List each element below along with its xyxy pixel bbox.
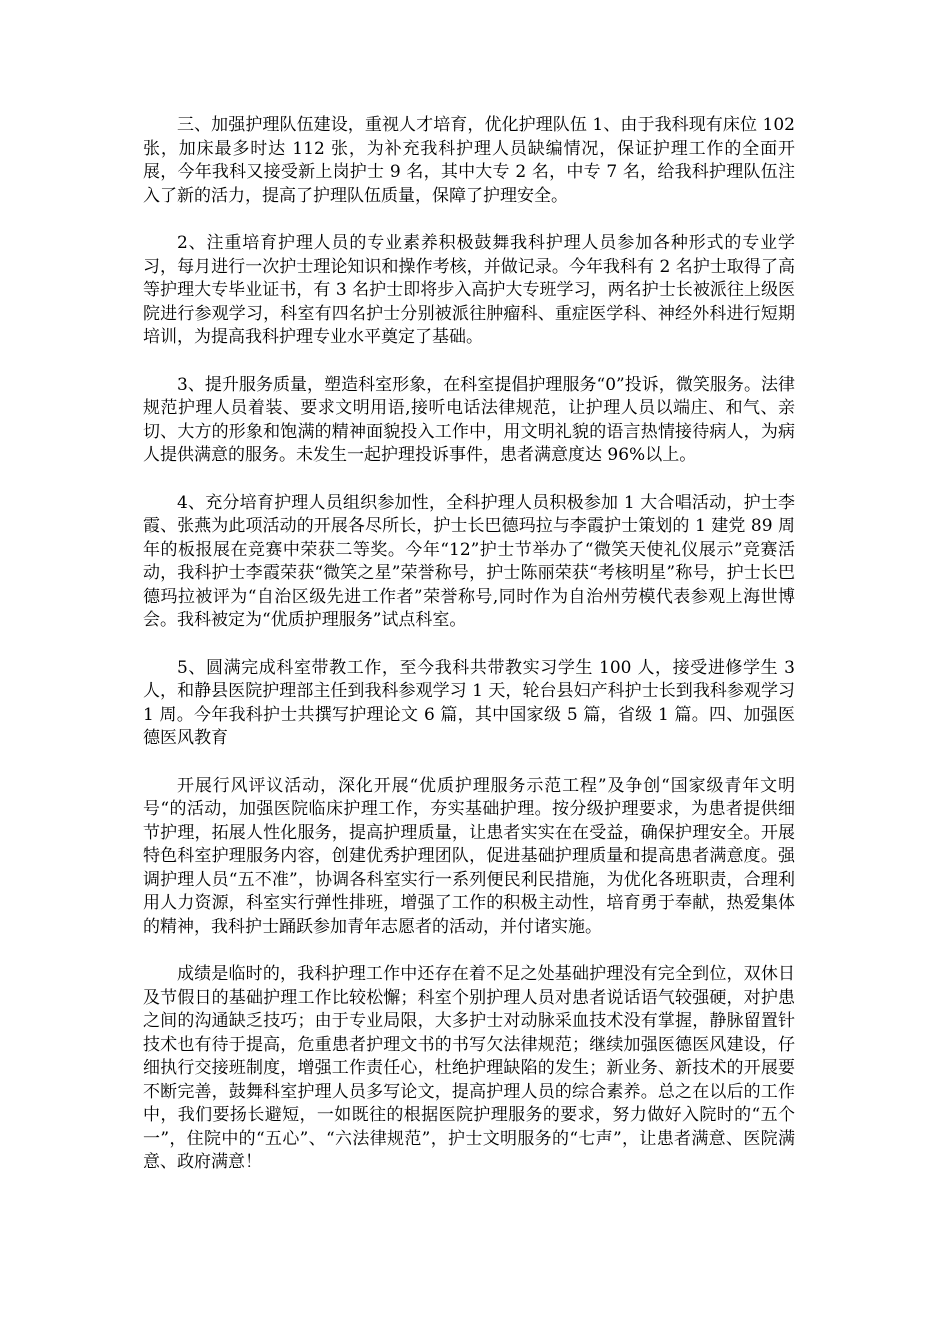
paragraph-teaching-work: 5、圆满完成科室带教工作，至今我科共带教实习学生 100 人，接受进修学生 3 人，和静县医院护理部主任到我科参观学习 1 天，轮台县妇产科护士长到我科参观学习 1 周。今年我科护士共撰写护理论文 6 篇，其中国家级 5 篇，省级 1 篇。四、加强医德医风教育 <box>143 657 795 748</box>
paragraph-conduct-evaluation: 开展行风评议活动，深化开展“优质护理服务示范工程”及争创“国家级青年文明号“的活动，加强医院临床护理工作，夯实基础护理。按分级护理要求，为患者提供细节护理，拓展人性化服务，提高护理质量，让患者实实在在受益，确保护理安全。开展特色科室护理服务内容，创建优秀护理团队，促进基础护理质量和提高患者满意度。强调护理人员“五不准”，协调各科室实行一系列便民利民措施，为优化各班职责，合理利用人力资源，科室实行弹性排班，增强了工作的积极主动性，培育勇于奉献，热爱集体的精神，我科护士踊跃参加青年志愿者的活动，并付诸实施。 <box>143 775 795 937</box>
paragraph-summary: 成绩是临时的，我科护理工作中还存在着不足之处基础护理没有完全到位，双休日及节假日的基础护理工作比较松懈；科室个别护理人员对患者说话语气较强硬，对护患之间的沟通缺乏技巧；由于专业局限，大多护士对动脉采血技术没有掌握，静脉留置针技术也有待于提高，危重患者护理文书的书写欠法律规范；继续加强医德医风建设，仔细执行交接班制度，增强工作责任心，杜绝护理缺陷的发生；新业务、新技术的开展要不断完善，鼓舞科室护理人员多写论文，提高护理人员的综合素养。总之在以后的工作中，我们要扬长避短，一如既往的根据医院护理服务的要求，努力做好入院时的“五个一”，住院中的“五心”、“六法律规范”，护士文明服务的“七声”，让患者满意、医院满意、政府满意！ <box>143 964 795 1172</box>
paragraph-service-quality: 3、提升服务质量，塑造科室形象，在科室提倡护理服务“0”投诉，微笑服务。法律规范护理人员着装、要求文明用语,接听电话法律规范，让护理人员以端庄、和气、亲切、大方的形象和饱满的精神面貌投入工作中，用文明礼貌的语言热情接待病人，为病人提供满意的服务。未发生一起护理投诉事件，患者满意度达 96%以上。 <box>143 374 795 465</box>
document-body <box>143 114 795 1199</box>
paragraph-team-building: 三、加强护理队伍建设，重视人才培育，优化护理队伍 1、由于我科现有床位 102 张，加床最多时达 112 张，为补充我科护理人员缺编情况，保证护理工作的全面开展，今年我科又接受新上岗护士 9 名，其中大专 2 名，中专 7 名，给我科护理队伍注入了新的活力，提高了护理队伍质量，保障了护理安全。 <box>143 115 795 206</box>
paragraph-professional-training: 2、注重培育护理人员的专业素养积极鼓舞我科护理人员参加各种形式的专业学习，每月进行一次护士理论知识和操作考核，并做记录。今年我科有 2 名护士取得了高等护理大专毕业证书，有 3 名护士即将步入高护大专班学习，两名护士长被派往上级医院进行参观学习，科室有四名护士分别被派往肿瘤科、重症医学科、神经外科进行短期培训，为提高我科护理专业水平奠定了基础。 <box>143 233 795 347</box>
paragraph-activities: 4、充分培育护理人员组织参加性，全科护理人员积极参加 1 大合唱活动，护士李霞、张燕为此项活动的开展各尽所长，护士长巴德玛拉与李霞护士策划的 1 建党 89 周年的板报展在竞赛中荣获二等奖。今年“12”护士节举办了“微笑天使礼仪展示”竞赛活动，我科护士李霞荣获“微笑之星”荣誉称号，护士陈丽荣获“考核明星”称号，护士长巴德玛拉被评为“自治区级先进工作者”荣誉称号,同时作为自治州劳模代表参观上海世博会。我科被定为“优质护理服务”试点科室。 <box>143 492 795 630</box>
